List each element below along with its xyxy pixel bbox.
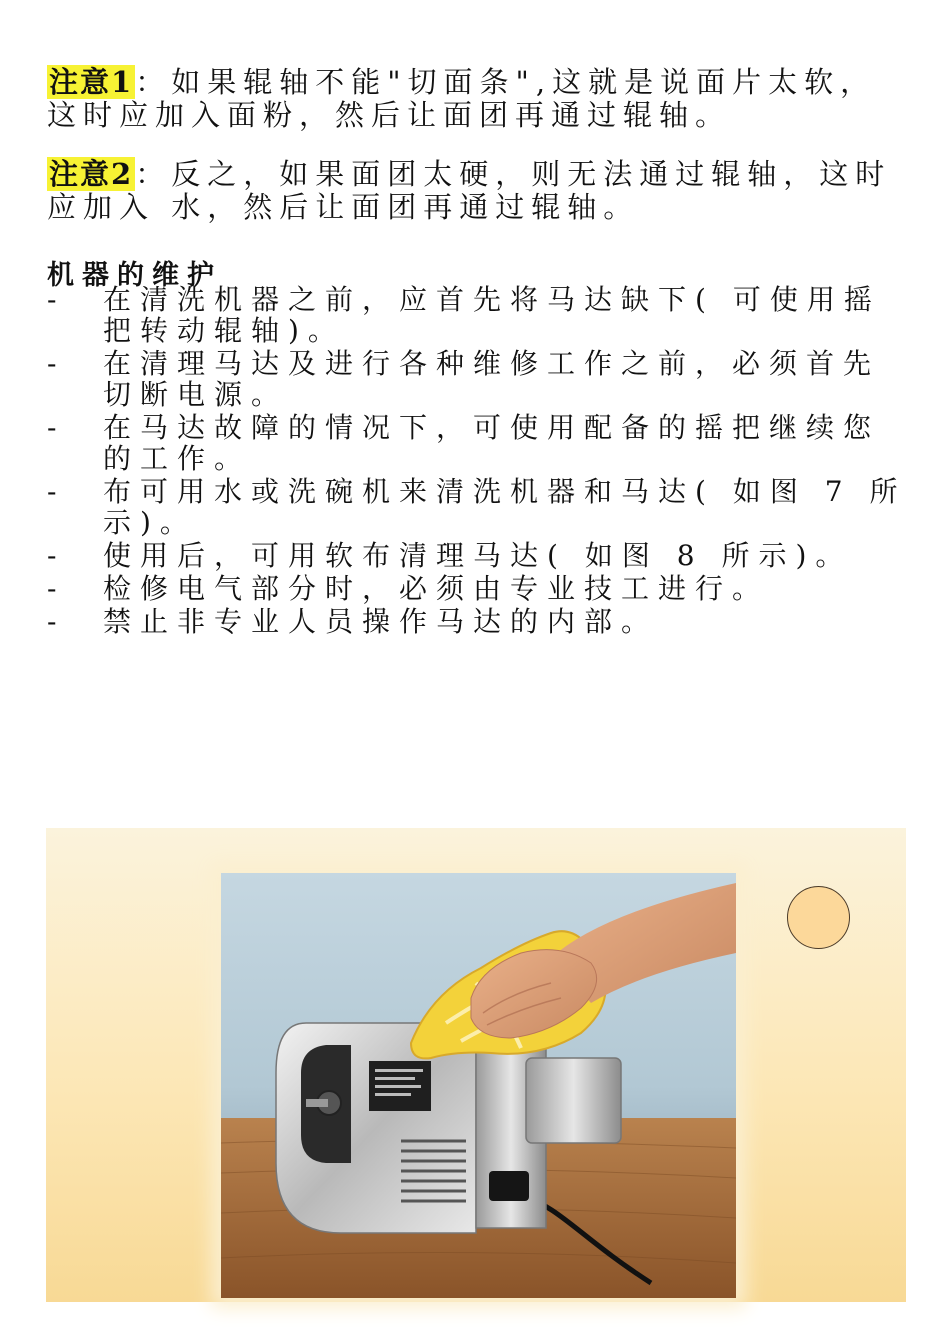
note-2-text: ：反之，如果面团太硬，则无法通过辊轴，这时应加入 水，然后让面团再通过辊轴。 — [47, 157, 892, 224]
power-plug — [489, 1171, 529, 1201]
note-2 — [47, 158, 909, 224]
list-item-text: 布可用水或洗碗机来清洗机器和马达( 如图 7 所示)。 — [103, 475, 907, 539]
list-bullet: - — [47, 539, 57, 572]
list-item — [47, 348, 909, 410]
list-item — [47, 476, 909, 538]
list-item — [47, 573, 909, 604]
note-1 — [47, 66, 909, 132]
list-item — [47, 412, 909, 474]
list-item-text: 在清洗机器之前，应首先将马达缺下( 可使用摇把转动辊轴)。 — [103, 283, 881, 347]
photo-panel — [46, 828, 906, 1302]
note-2-label: 注意2 — [49, 157, 134, 191]
shaft-pin — [306, 1099, 328, 1107]
list-bullet: - — [47, 411, 57, 444]
list-item-text: 在清理马达及进行各种维修工作之前，必须首先切断电源。 — [103, 347, 881, 411]
list-item-text: 禁止非专业人员操作马达的内部。 — [103, 605, 659, 638]
note-1-text: ：如果辊轴不能"切面条",这就是说面片太软，这时应加入面粉，然后让面团再通过辊轴。 — [47, 65, 877, 132]
list-bullet: - — [47, 283, 57, 316]
motor-cap — [526, 1058, 621, 1143]
motor-cleaning-photo — [221, 873, 736, 1298]
motor-cleaning-illustration — [221, 873, 736, 1298]
list-item — [47, 540, 909, 571]
maintenance-heading: 机器的维护 — [47, 260, 222, 291]
list-item — [47, 284, 909, 346]
list-item-text: 使用后，可用软布清理马达( 如图 8 所示)。 — [103, 539, 853, 572]
list-bullet: - — [47, 475, 57, 508]
list-item — [47, 606, 909, 637]
list-bullet: - — [47, 572, 57, 605]
list-item-text: 在马达故障的情况下，可使用配备的摇把继续您的工作。 — [103, 411, 881, 475]
figure-number-badge — [787, 886, 850, 949]
maintenance-list — [47, 284, 909, 639]
note-1-label: 注意1 — [49, 65, 134, 99]
list-item-text: 检修电气部分时，必须由专业技工进行。 — [103, 572, 770, 605]
list-bullet: - — [47, 347, 57, 380]
list-bullet: - — [47, 605, 57, 638]
